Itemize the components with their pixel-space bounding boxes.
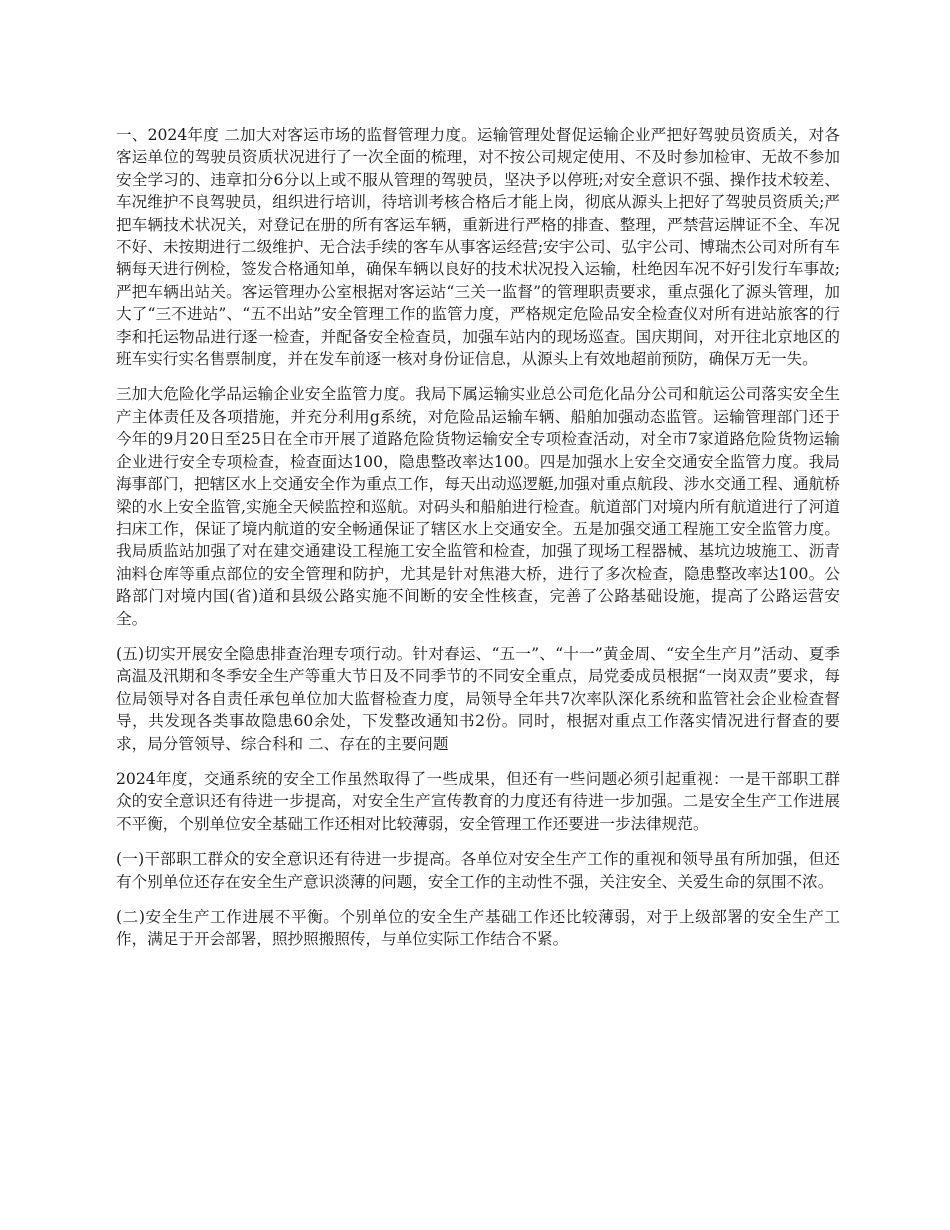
document-body (116, 124, 840, 964)
paragraph-hazardous-chemicals-supervision: 三加大危险化学品运输企业安全监管力度。我局下属运输实业总公司危化品分公司和航运公司落实安全生产主体责任及各项措施，并充分利用g系统，对危险品运输车辆、船舶加强动态监管。运输管理部门还于今年的9月20日至25日在全市开展了道路危险货物运输安全专项检查活动，对全市7家道路危险货物运输企业进行安全专项检查，检查面达100，隐患整改率达100。四是加强水上安全交通安全监管力度。我局海事部门，把辖区水上交通安全作为重点工作，每天出动巡逻艇,加强对重点航段、涉水交通工程、通航桥梁的水上安全监管,实施全天候监控和巡航。对码头和船舶进行检查。航道部门对境内所有航道进行了河道扫床工作，保证了境内航道的安全畅通保证了辖区水上交通安全。五是加强交通工程施工安全监管力度。我局质监站加强了对在建交通建设工程施工安全监管和检查，加强了现场工程器械、基坑边坡施工、沥青油料仓库等重点部位的安全管理和防护，尤其是针对焦港大桥，进行了多次检查，隐患整改率达100。公路部门对境内国(省)道和县级公路实施不间断的安全性核查，完善了公路基础设施，提高了公路运营安全。 (116, 385, 840, 628)
paragraph-hazard-inspection-campaign: (五)切实开展安全隐患排查治理专项行动。针对春运、“五一”、“十一”黄金周、“安全生产月”活动、夏季高温及汛期和冬季安全生产等重大节日及不同季节的不同安全重点，局党委成员根据“一岗双责”要求，每位局领导对各自责任承包单位加大监督检查力度，局领导全年共7次率队深化系统和监管社会企业检查督导，共发现各类事故隐患60余处，下发整改通知书2份。同时，根据对重点工作落实情况进行督查的要求，局分管领导、综合科和 二、存在的主要问题 (116, 644, 840, 753)
paragraph-existing-problems: 2024年度，交通系统的安全工作虽然取得了一些成果，但还有一些问题必须引起重视：一是干部职工群众的安全意识还有待进一步提高，对安全生产宣传教育的力度还有待进一步加强。二是安全生产工作进展不平衡，个别单位安全基础工作还相对比较薄弱，安全管理工作还要进一步法律规范。 (116, 769, 840, 833)
paragraph-uneven-progress: (二)安全生产工作进展不平衡。个别单位的安全生产基础工作还比较薄弱，对于上级部署的安全生产工作，满足于开会部署，照抄照搬照传，与单位实际工作结合不紧。 (116, 908, 840, 949)
paragraph-passenger-transport-supervision: 一、2024年度 二加大对客运市场的监督管理力度。运输管理处督促运输企业严把好驾驶员资质关，对各客运单位的驾驶员资质状况进行了一次全面的梳理，对不按公司规定使用、不及时参加检审、无故不参加安全学习的、违章扣分6分以上或不服从管理的驾驶员，坚决予以停班;对安全意识不强、操作技术较差、车况维护不良驾驶员，组织进行培训，待培训考核合格后才能上岗，彻底从源头上把好了驾驶员资质关;严把车辆技术状况关，对登记在册的所有客运车辆，重新进行严格的排查、整理，严禁营运牌证不全、车况不好、未按期进行二级维护、无合法手续的客车从事客运经营;安宇公司、弘宇公司、博瑞杰公司对所有车辆每天进行例检，签发合格通知单，确保车辆以良好的技术状况投入运输，杜绝因车况不好引发行车事故;严把车辆出站关。客运管理办公室根据对客运站“三关一监督”的管理职责要求，重点强化了源头管理，加大了“三不进站”、“五不出站”安全管理工作的监管力度，严格规定危险品安全检查仪对所有进站旅客的行李和托运物品进行逐一检查，并配备安全检查员，加强车站内的现场巡查。国庆期间，对开往北京地区的班车实行实名售票制度，并在发车前逐一核对身份证信息，从源头上有效地超前预防，确保万无一失。 (116, 126, 840, 369)
paragraph-safety-awareness: (一)干部职工群众的安全意识还有待进一步提高。各单位对安全生产工作的重视和领导虽有所加强，但还有个别单位还存在安全生产意识淡薄的问题，安全工作的主动性不强，关注安全、关爱生命的氛围不浓。 (116, 850, 840, 891)
